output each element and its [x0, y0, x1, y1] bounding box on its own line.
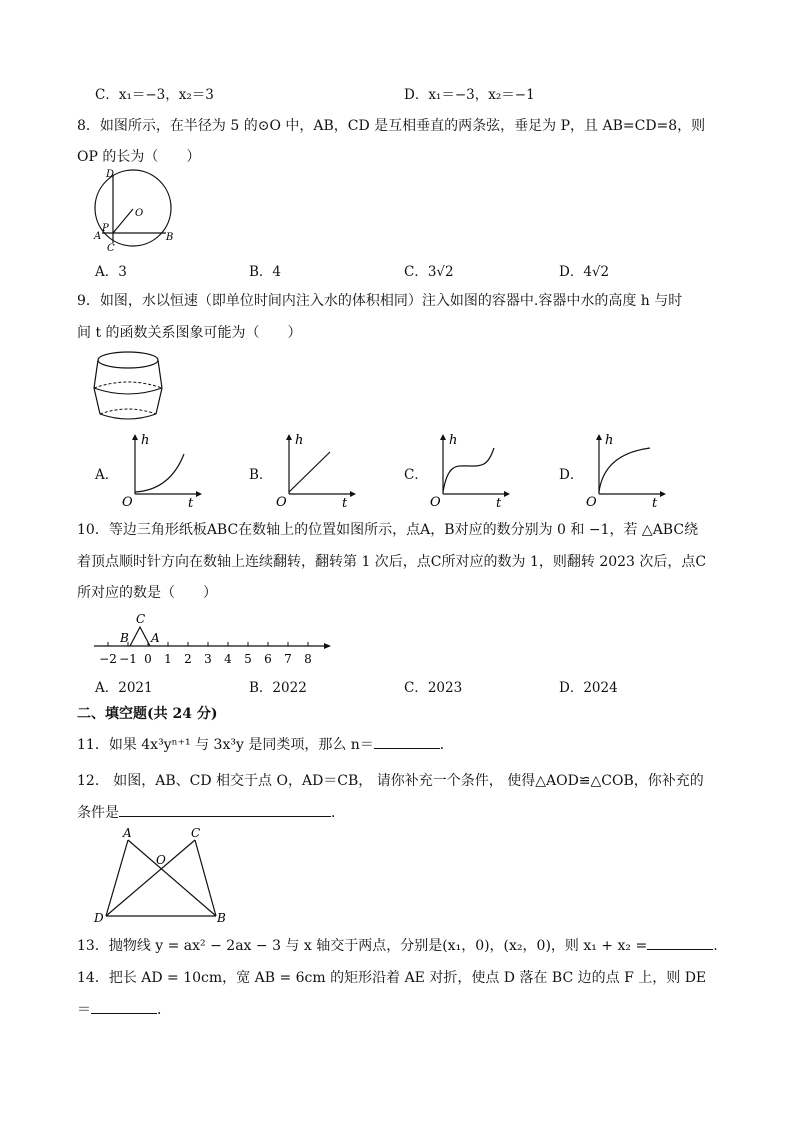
q9-graph-c-h-arrow [440, 434, 446, 440]
q9-graph-d [582, 432, 667, 510]
q12-figure [90, 824, 240, 928]
q12-segment-ad [106, 840, 128, 916]
q12-label-d: D [94, 911, 104, 925]
q8-option-d: D．4√2 [559, 264, 610, 280]
q12-segment-ab [128, 840, 216, 916]
q10-stem-line2: 着顶点顺时针方向在数轴上连续翻转，翻转第 1 次后，点C所对应的数为 1，则翻转 2023 次后，点C [77, 554, 707, 570]
q11-answer-blank[interactable] [374, 734, 440, 749]
q12-label-b: B [217, 911, 226, 925]
q8-option-b: B．4 [249, 264, 282, 280]
q8-label-d: D [106, 169, 115, 180]
q9-graph-a-h-arrow [132, 434, 138, 440]
q10-tick-label: 4 [224, 652, 232, 666]
q12-stem-line1: 12． 如图，AB、CD 相交于点 O，AD＝CB， 请你补充一个条件， 使得△AOD≌△COB，你补充的 [77, 773, 704, 789]
q8-option-c: C．3√2 [404, 264, 454, 280]
q9-option-a-label: A． [95, 467, 119, 483]
q9-graph-d-origin: O [586, 495, 597, 510]
q8-label-o: O [135, 208, 144, 219]
q9-graph-d-h-arrow [596, 434, 602, 440]
q12-text-pre: 条件是 [77, 805, 119, 821]
q12-label-c: C [191, 826, 201, 840]
q10-tick-label: 6 [264, 652, 272, 666]
q9-container-side-lower-right [156, 388, 162, 414]
q10-number-line-figure [88, 606, 338, 668]
q14-stem-line2 [77, 999, 171, 1019]
q9-graph-d-t-arrow [660, 491, 666, 497]
q9-stem-line1: 9．如图，水以恒速（即单位时间内注入水的体积相同）注入如图的容器中.容器中水的高度 h 与时 [77, 293, 683, 309]
q9-graph-b-curve [289, 452, 330, 492]
q9-container-bottom-front [100, 414, 156, 419]
q9-graph-a-t-arrow [196, 491, 202, 497]
q10-option-c: C．2023 [404, 680, 463, 696]
q10-tick-label: 7 [284, 652, 292, 666]
q9-graph-b-h-arrow [286, 434, 292, 440]
q8-stem-line2: OP 的长为（ ） [77, 149, 201, 165]
q8-segment-op [113, 209, 133, 233]
q8-label-b: B [166, 232, 174, 243]
q9-stem-line2: 间 t 的函数关系图象可能为（ ） [77, 325, 302, 341]
q10-option-b: B．2022 [249, 680, 307, 696]
q14-text-post: ． [157, 1002, 171, 1018]
q9-graph-b-origin: O [276, 495, 287, 510]
q10-tick-label: −1 [119, 652, 137, 666]
q14-answer-blank[interactable] [91, 999, 157, 1014]
q10-triangle [130, 627, 150, 646]
q9-container-top [98, 352, 158, 368]
q7-option-c: C．x₁＝−3，x₂＝3 [95, 87, 214, 103]
q8-circle-figure [80, 163, 180, 255]
q9-graph-b-t: t [342, 496, 348, 510]
q9-graph-b [272, 432, 357, 510]
q10-tick-label: 3 [204, 652, 212, 666]
q10-tick-label: −2 [99, 652, 117, 666]
q10-label-c: C [136, 612, 146, 626]
q9-graph-d-curve [599, 448, 650, 492]
q11-text-pre: 11．如果 4x³yⁿ⁺¹ 与 3x³y 是同类项，那么 n＝ [77, 737, 374, 753]
q10-label-a: A [151, 631, 160, 645]
q9-graph-c [426, 432, 511, 510]
q7-option-d: D．x₁＝−3，x₂＝−1 [404, 87, 535, 103]
q8-label-a: A [94, 231, 102, 242]
q9-option-c-label: C． [404, 467, 428, 483]
q12-segment-cb [195, 840, 216, 916]
q13-text-pre: 13．抛物线 y = ax² − 2ax − 3 与 x 轴交于两点，分别是(x₁，0)，(x₂，0)，则 x₁ + x₂ = [77, 938, 648, 954]
q9-graph-b-h: h [295, 433, 304, 448]
q10-option-a: A．2021 [95, 680, 153, 696]
q10-label-b: B [120, 631, 129, 645]
section2-title: 二、填空题(共 24 分) [77, 706, 218, 722]
q10-tick-label: 5 [244, 652, 252, 666]
q10-option-d: D．2024 [559, 680, 618, 696]
q10-tick-label: 2 [184, 652, 192, 666]
q8-option-a: A．3 [95, 264, 127, 280]
q12-stem-line2 [77, 802, 345, 822]
q9-container-side-upper-left [94, 360, 98, 388]
q9-graph-d-h: h [605, 433, 614, 448]
q8-stem-line1: 8．如图所示，在半径为 5 的⊙O 中，AB，CD 是互相垂直的两条弦，垂足为 P，且 AB=CD=8，则 [77, 118, 706, 134]
q12-segment-cd [106, 840, 195, 916]
q12-answer-blank[interactable] [119, 802, 331, 817]
q9-container-mid-back [94, 382, 162, 388]
q9-container-bottom-back [100, 409, 156, 414]
q10-tick-label: 0 [144, 652, 152, 666]
q9-graph-c-h: h [449, 433, 458, 448]
q14-stem-line1: 14．把长 AD = 10cm，宽 AB = 6cm 的矩形沿着 AE 对折，使点 D 落在 BC 边的点 F 上，则 DE [77, 970, 707, 986]
q9-graph-c-curve [443, 448, 494, 492]
q8-label-c: C [107, 243, 115, 254]
q13-stem [77, 935, 718, 955]
q9-option-b-label: B． [249, 467, 273, 483]
q9-container-side-lower-left [94, 388, 100, 414]
q9-container-figure [90, 348, 170, 428]
q12-label-o: O [156, 853, 166, 867]
q9-graph-b-t-arrow [350, 491, 356, 497]
q10-tick-label: 1 [164, 652, 172, 666]
q8-label-p: P [102, 223, 109, 234]
q9-graph-a-origin: O [122, 495, 133, 510]
q9-container-side-upper-right [158, 360, 162, 388]
q9-graph-a-curve [135, 454, 184, 492]
q10-axis-arrow [324, 643, 331, 649]
q9-graph-a [118, 432, 203, 510]
q9-graph-c-t-arrow [504, 491, 510, 497]
q9-option-d-label: D． [559, 467, 584, 483]
q10-tick-label: 8 [304, 652, 312, 666]
q12-label-a: A [123, 826, 132, 840]
q9-graph-a-h: h [141, 433, 150, 448]
q12-text-post: ． [331, 805, 345, 821]
q14-text-pre: ＝ [77, 1002, 91, 1018]
q9-container-mid-front [94, 388, 162, 394]
q9-graph-c-t: t [496, 496, 502, 510]
q10-stem-line3: 所对应的数是（ ） [77, 585, 217, 601]
q10-stem-line1: 10．等边三角形纸板ABC在数轴上的位置如图所示，点A，B对应的数分别为 0 和 −1，若 △ABC绕 [77, 522, 699, 538]
q9-graph-a-t: t [188, 496, 194, 510]
q13-answer-blank[interactable] [647, 935, 713, 950]
q11-text-post: ． [439, 737, 454, 753]
q8-circle [95, 170, 174, 246]
q9-graph-c-origin: O [430, 495, 441, 510]
q9-graph-d-t: t [652, 496, 658, 510]
q11-stem [77, 734, 454, 754]
q13-text-post: . [713, 938, 718, 954]
